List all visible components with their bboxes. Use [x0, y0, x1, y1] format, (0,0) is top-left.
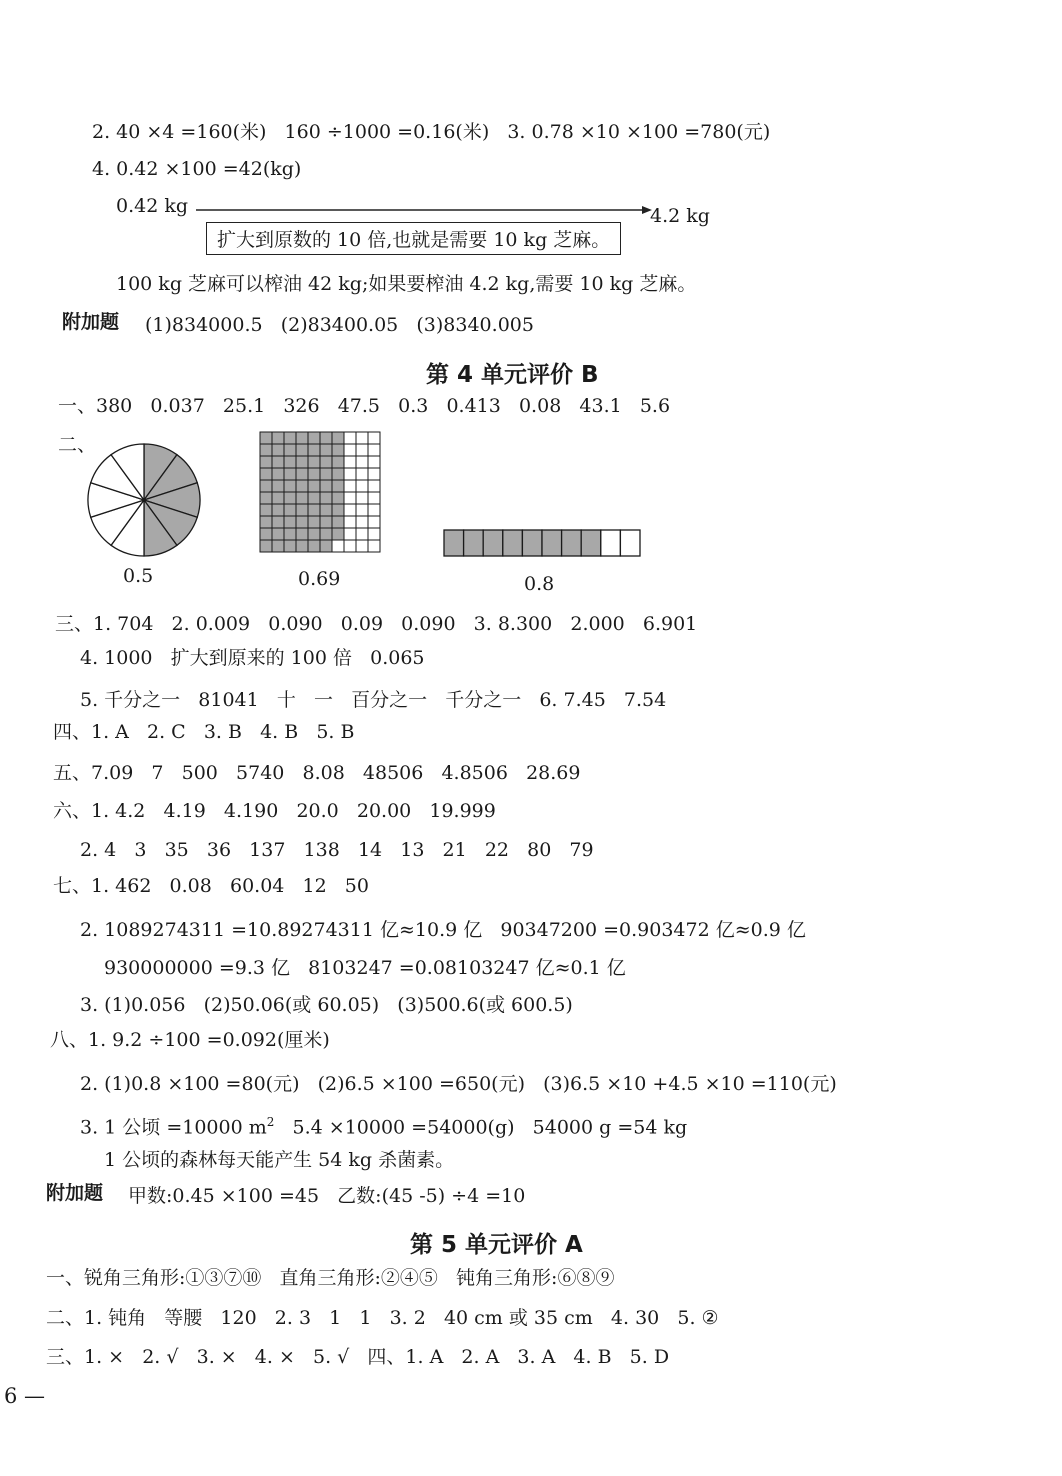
grid-cell [332, 528, 344, 540]
answer-line-q2-q3: 2. 40 ×4 =160(米) 160 ÷1000 =0.16(米) 3. 0.78 ×10 ×100 =780(元) [92, 121, 771, 143]
extra-question-answer-4b: 甲数:0.45 ×100 =45 乙数:(45 -5) ÷4 =10 [128, 1185, 526, 1207]
grid-cell [356, 540, 368, 552]
grid-cell [272, 468, 284, 480]
figure-bar-ten [444, 530, 642, 558]
answer-s2-label: 二、 [58, 434, 97, 456]
grid-cell [272, 444, 284, 456]
figure-circle-half [86, 442, 202, 558]
grid-cell [344, 540, 356, 552]
grid-cell [308, 444, 320, 456]
grid-cell [320, 468, 332, 480]
answer-s8-1: 八、1. 9.2 ÷100 =0.092(厘米) [50, 1029, 330, 1051]
answer-s3-4: 4. 1000 扩大到原来的 100 倍 0.065 [80, 647, 425, 669]
grid-cell [320, 432, 332, 444]
grid-cell [284, 456, 296, 468]
grid-cell [296, 504, 308, 516]
grid-cell [260, 504, 272, 516]
grid-cell [260, 516, 272, 528]
grid-cell [296, 468, 308, 480]
grid-cell [368, 492, 380, 504]
grid-cell [260, 444, 272, 456]
grid-cell [368, 504, 380, 516]
grid-cell [272, 540, 284, 552]
grid-cell [356, 480, 368, 492]
grid-cell [344, 480, 356, 492]
grid-cell [356, 432, 368, 444]
bar-cell [444, 530, 464, 556]
grid-cell [368, 468, 380, 480]
answer-s4: 四、1. A 2. C 3. B 4. B 5. B [53, 721, 355, 743]
caption-grid: 0.69 [298, 568, 341, 590]
grid-cell [284, 432, 296, 444]
grid-cell [308, 456, 320, 468]
grid-cell [260, 492, 272, 504]
grid-cell [284, 516, 296, 528]
grid-cell [368, 444, 380, 456]
grid-cell [332, 432, 344, 444]
grid-cell [272, 456, 284, 468]
grid-cell [308, 540, 320, 552]
grid-cell [272, 432, 284, 444]
answer-s8-3b: 1 公顷的森林每天能产生 54 kg 杀菌素。 [104, 1149, 455, 1171]
answer-s3-5: 5. 千分之一 81041 十 一 百分之一 千分之一 6. 7.45 7.54 [80, 689, 667, 711]
bar-cell [562, 530, 582, 556]
grid-cell [272, 480, 284, 492]
grid-cell [368, 432, 380, 444]
caption-bar: 0.8 [524, 573, 555, 595]
answer-s3-1: 三、1. 704 2. 0.009 0.090 0.09 0.090 3. 8.300 2.000 6.901 [55, 613, 698, 635]
grid-cell [296, 480, 308, 492]
conclusion-line: 100 kg 芝麻可以榨油 42 kg;如果要榨油 4.2 kg,需要 10 kg 芝麻。 [116, 273, 697, 295]
answer-s8-3-post: 5.4 ×10000 =54000(g) 54000 g =54 kg [274, 1116, 688, 1139]
answer-s7-1: 七、1. 462 0.08 60.04 12 50 [53, 875, 369, 897]
grid-cell [272, 516, 284, 528]
grid-cell [308, 480, 320, 492]
grid-cell [356, 468, 368, 480]
grid-cell [260, 540, 272, 552]
grid-cell [332, 468, 344, 480]
grid-cell [356, 504, 368, 516]
figure-grid-hundred [260, 432, 382, 554]
grid-cell [368, 456, 380, 468]
extra-question-label: 附加题 [62, 311, 120, 333]
answer-5a-s3: 三、1. × 2. √ 3. × 4. × 5. √ 四、1. A 2. A 3. A 4. B 5. D [46, 1346, 670, 1368]
grid-cell [308, 468, 320, 480]
grid-cell [308, 528, 320, 540]
answer-s1: 一、380 0.037 25.1 326 47.5 0.3 0.413 0.08 43.1 5.6 [58, 395, 671, 417]
grid-cell [308, 504, 320, 516]
bar-cell [581, 530, 601, 556]
answer-s6-2: 2. 4 3 35 36 137 138 14 13 21 22 80 79 [80, 839, 594, 861]
grid-cell [260, 528, 272, 540]
grid-cell [368, 528, 380, 540]
grid-cell [296, 528, 308, 540]
section-title-unit4b: 第 4 单元评价 B [426, 362, 599, 388]
grid-cell [320, 480, 332, 492]
grid-cell [320, 504, 332, 516]
grid-cell [344, 444, 356, 456]
grid-cell [296, 444, 308, 456]
bar-cell [522, 530, 542, 556]
grid-cell [344, 456, 356, 468]
answer-5a-s2: 二、1. 钝角 等腰 120 2. 3 1 1 3. 2 40 cm 或 35 cm 4. 30 5. ② [46, 1307, 719, 1329]
grid-cell [320, 528, 332, 540]
answer-s8-3 [80, 1110, 687, 1139]
grid-cell [332, 480, 344, 492]
grid-cell [272, 492, 284, 504]
grid-cell [344, 528, 356, 540]
bar-cell [464, 530, 484, 556]
grid-cell [296, 540, 308, 552]
grid-cell [308, 432, 320, 444]
bar-cell [503, 530, 523, 556]
answer-line-q4: 4. 0.42 ×100 =42(kg) [92, 158, 302, 180]
extra-question-answer: (1)834000.5 (2)83400.05 (3)8340.005 [145, 314, 534, 336]
bar-cell [601, 530, 621, 556]
grid-cell [296, 432, 308, 444]
grid-cell [332, 504, 344, 516]
grid-cell [320, 492, 332, 504]
grid-cell [272, 504, 284, 516]
diagram-right-label: 4.2 kg [650, 205, 710, 227]
grid-cell [260, 456, 272, 468]
grid-cell [320, 516, 332, 528]
extra-question-label-4b: 附加题 [46, 1182, 104, 1204]
diagram-arrow [196, 204, 656, 216]
grid-cell [332, 444, 344, 456]
answer-s8-3-pre: 3. 1 公顷 =10000 m [80, 1116, 267, 1139]
grid-cell [284, 504, 296, 516]
grid-cell [320, 444, 332, 456]
grid-cell [284, 540, 296, 552]
grid-cell [260, 468, 272, 480]
grid-cell [356, 444, 368, 456]
grid-cell [368, 540, 380, 552]
grid-cell [356, 516, 368, 528]
grid-cell [284, 444, 296, 456]
grid-cell [332, 492, 344, 504]
grid-cell [260, 432, 272, 444]
section-title-unit5a: 第 5 单元评价 A [410, 1232, 583, 1258]
answer-5a-s1: 一、锐角三角形:①③⑦⑩ 直角三角形:②④⑤ 钝角三角形:⑥⑧⑨ [46, 1267, 615, 1289]
grid-cell [296, 456, 308, 468]
grid-cell [260, 480, 272, 492]
grid-cell [356, 492, 368, 504]
answer-s6-1: 六、1. 4.2 4.19 4.190 20.0 20.00 19.999 [53, 800, 496, 822]
grid-cell [332, 456, 344, 468]
grid-cell [344, 432, 356, 444]
grid-cell [368, 480, 380, 492]
grid-cell [356, 528, 368, 540]
page-number: 6 — [4, 1384, 46, 1408]
grid-cell [332, 516, 344, 528]
grid-cell [344, 504, 356, 516]
grid-cell [284, 492, 296, 504]
grid-cell [284, 468, 296, 480]
bar-cell [483, 530, 503, 556]
answer-s7-2a: 2. 1089274311 =10.89274311 亿≈10.9 亿 90347200 =0.903472 亿≈0.9 亿 [80, 919, 806, 941]
grid-cell [344, 516, 356, 528]
grid-cell [356, 456, 368, 468]
grid-cell [296, 516, 308, 528]
grid-cell [308, 516, 320, 528]
grid-cell [320, 540, 332, 552]
caption-circle: 0.5 [123, 565, 154, 587]
bar-cell [620, 530, 640, 556]
answer-s5: 五、7.09 7 500 5740 8.08 48506 4.8506 28.69 [53, 762, 581, 784]
answer-s7-2b: 930000000 =9.3 亿 8103247 =0.08103247 亿≈0.1 亿 [104, 957, 626, 979]
grid-cell [284, 528, 296, 540]
grid-cell [344, 492, 356, 504]
grid-cell [332, 540, 344, 552]
diagram-box: 扩大到原数的 10 倍,也就是需要 10 kg 芝麻。 [206, 222, 621, 255]
grid-cell [272, 528, 284, 540]
answer-s7-3: 3. (1)0.056 (2)50.06(或 60.05) (3)500.6(或 600.5) [80, 994, 573, 1016]
grid-cell [368, 516, 380, 528]
diagram-left-label: 0.42 kg [116, 195, 189, 217]
grid-cell [308, 492, 320, 504]
grid-cell [320, 456, 332, 468]
grid-cell [284, 480, 296, 492]
answer-s8-3-sup: 2 [266, 1115, 275, 1129]
bar-cell [542, 530, 562, 556]
grid-cell [344, 468, 356, 480]
answer-s8-2: 2. (1)0.8 ×100 =80(元) (2)6.5 ×100 =650(元) (3)6.5 ×10 +4.5 ×10 =110(元) [80, 1073, 837, 1095]
grid-cell [296, 492, 308, 504]
